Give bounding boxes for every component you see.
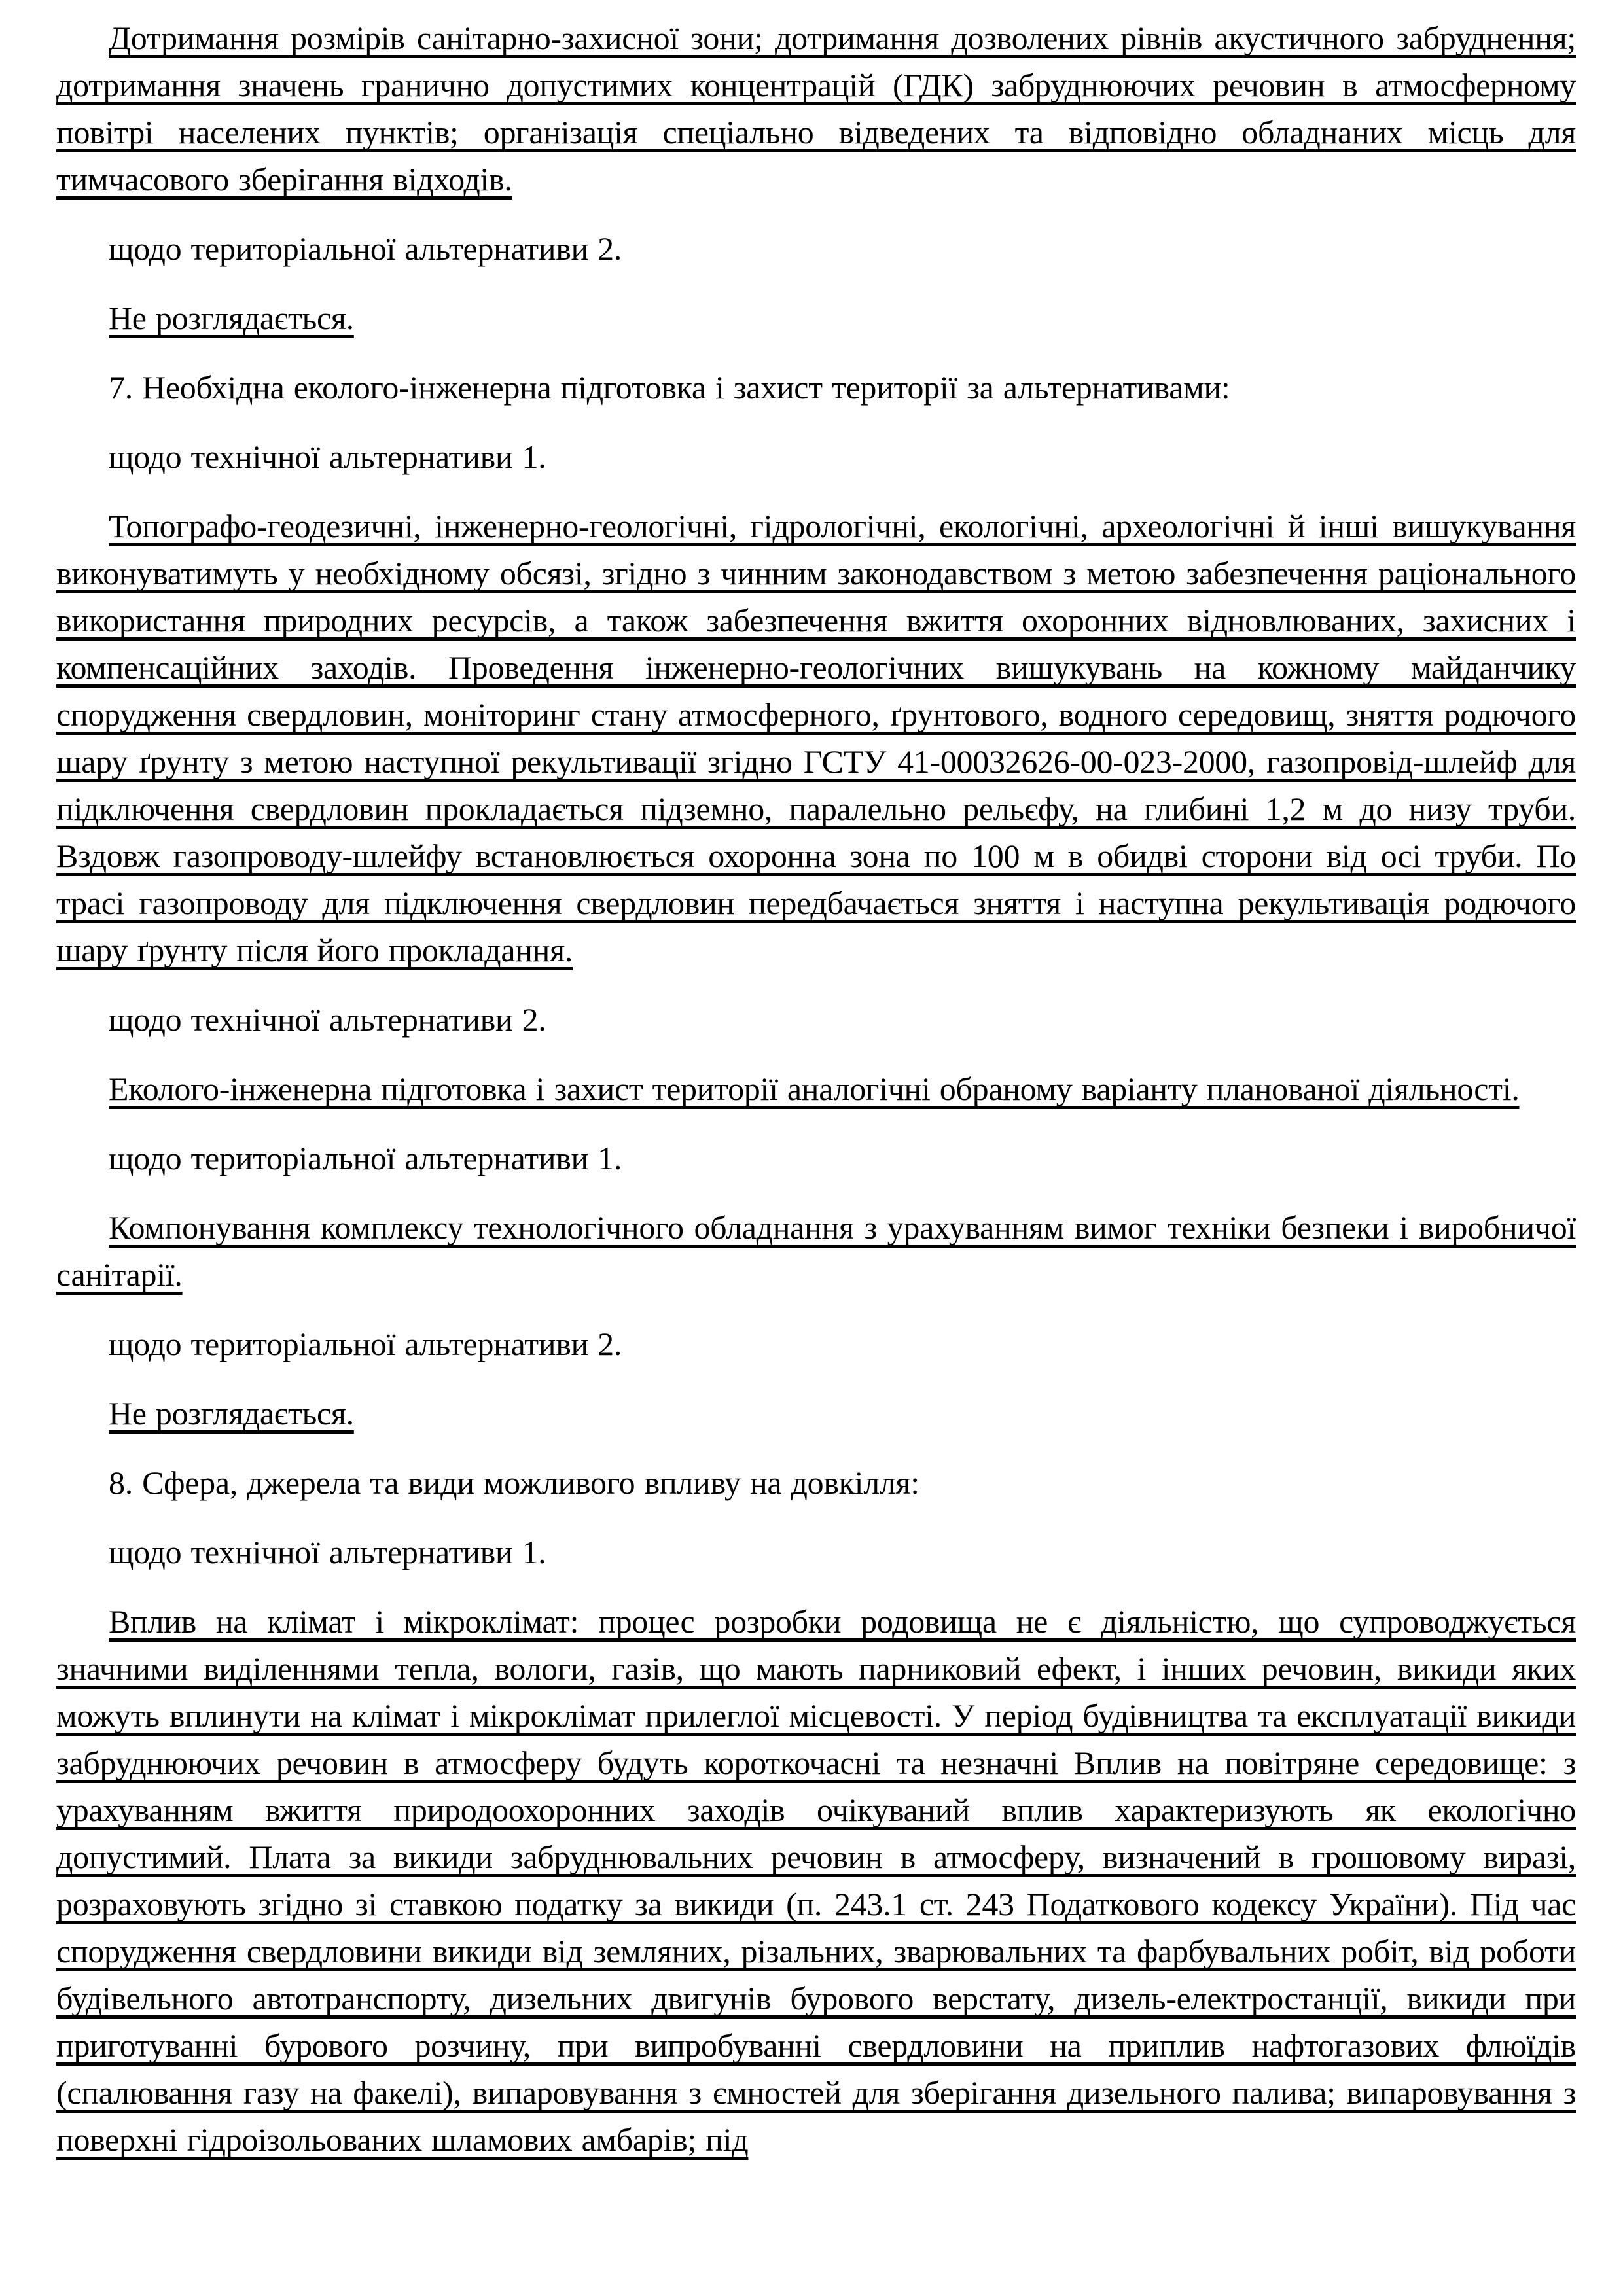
para-sanitary-zone-compliance: Дотримання розмірів санітарно-захисної зони; дотримання дозволених рівнів акустичного забруднення; дотримання значень гранично допустимих концентрацій (ГДК) забруднюючих речовин в атмосферному повітрі населених пунктів; організація спеціально відведених та відповідно обладнаних місць для тимчасового зберігання відходів. — [56, 20, 1576, 198]
para-technical-alt-1-label: щодо технічної альтернативи 1. — [109, 438, 546, 475]
para-not-considered-2: Не розглядається. — [109, 1395, 354, 1432]
para-equipment-layout: Компонування комплексу технологічного обладнання з урахуванням вимог техніки безпеки і виробничої санітарії. — [56, 1209, 1576, 1293]
para-territorial-alt-2-label-2: щодо територіальної альтернативи 2. — [109, 1326, 622, 1362]
para-surveys-description: Топографо-геодезичні, інженерно-геологічні, гідрологічні, екологічні, археологічні й інші вишукування виконуватимуть у необхідному обсязі, згідно з чинним законодавством з метою забезпечення раціонального використання природних ресурсів, а також забезпечення вжиття охоронних відновлюваних, захисних і компенсаційних заходів. Проведення інженерно-геологічних вишукувань на кожному майданчику спорудження свердловин, моніторинг стану атмосферного, ґрунтового, водного середовищ, зняття родючого шару ґрунту з метою наступної рекультивації згідно ГСТУ 41-00032626-00-023-2000, газопровід-шлейф для підключення свердловин прокладається підземно, паралельно рельєфу, на глибині 1,2 м до низу труби. Вздовж газопроводу-шлейфу встановлюється охоронна зона по 100 м в обидві сторони від осі труби. По трасі газопроводу для підключення свердловин передбачається зняття і наступна рекультивація родючого шару ґрунту після його прокладання. — [56, 508, 1576, 968]
para-technical-alt-1-label-2: щодо технічної альтернативи 1. — [109, 1534, 546, 1570]
para-eco-engineering-same: Еколого-інженерна підготовка і захист території аналогічні обраному варіанту планованої діяльності. — [109, 1070, 1520, 1107]
para-territorial-alt-2-label: щодо територіальної альтернативи 2. — [109, 230, 622, 267]
para-territorial-alt-1-label: щодо територіальної альтернативи 1. — [109, 1140, 622, 1176]
para-section-8-heading: 8. Сфера, джерела та види можливого впливу на довкілля: — [109, 1464, 919, 1501]
para-climate-impact: Вплив на клімат і мікроклімат: процес розробки родовища не є діяльністю, що супроводжується значними виділеннями тепла, вологи, газів, що мають парниковий ефект, і інших речовин, викиди яких можуть вплинути на клімат і мікроклімат прилеглої місцевості. У період будівництва та експлуатації викиди забруднюючих речовин в атмосферу будуть короткочасні та незначні Вплив на повітряне середовище: з урахуванням вжиття природоохоронних заходів очікуваний вплив характеризують як екологічно допустимий. Плата за викиди забруднювальних речовин в атмосферу, визначений в грошовому виразі, розраховують згідно зі ставкою податку за викиди (п. 243.1 ст. 243 Податкового кодексу України). Під час спорудження свердловини викиди від земляних, різальних, зварювальних та фарбувальних робіт, від роботи будівельного автотранспорту, дизельних двигунів бурового верстату, дизель-електростанції, викиди при приготуванні бурового розчину, при випробуванні свердловини на приплив нафтогазових флюїдів (спалювання газу на факелі), випаровування з ємностей для зберігання дизельного палива; випаровування з поверхні гідроізольованих шламових амбарів; під — [56, 1603, 1576, 2158]
para-section-7-heading: 7. Необхідна еколого-інженерна підготовка і захист території за альтернативами: — [109, 369, 1230, 406]
para-technical-alt-2-label: щодо технічної альтернативи 2. — [109, 1001, 546, 1038]
para-not-considered-1: Не розглядається. — [109, 300, 354, 336]
